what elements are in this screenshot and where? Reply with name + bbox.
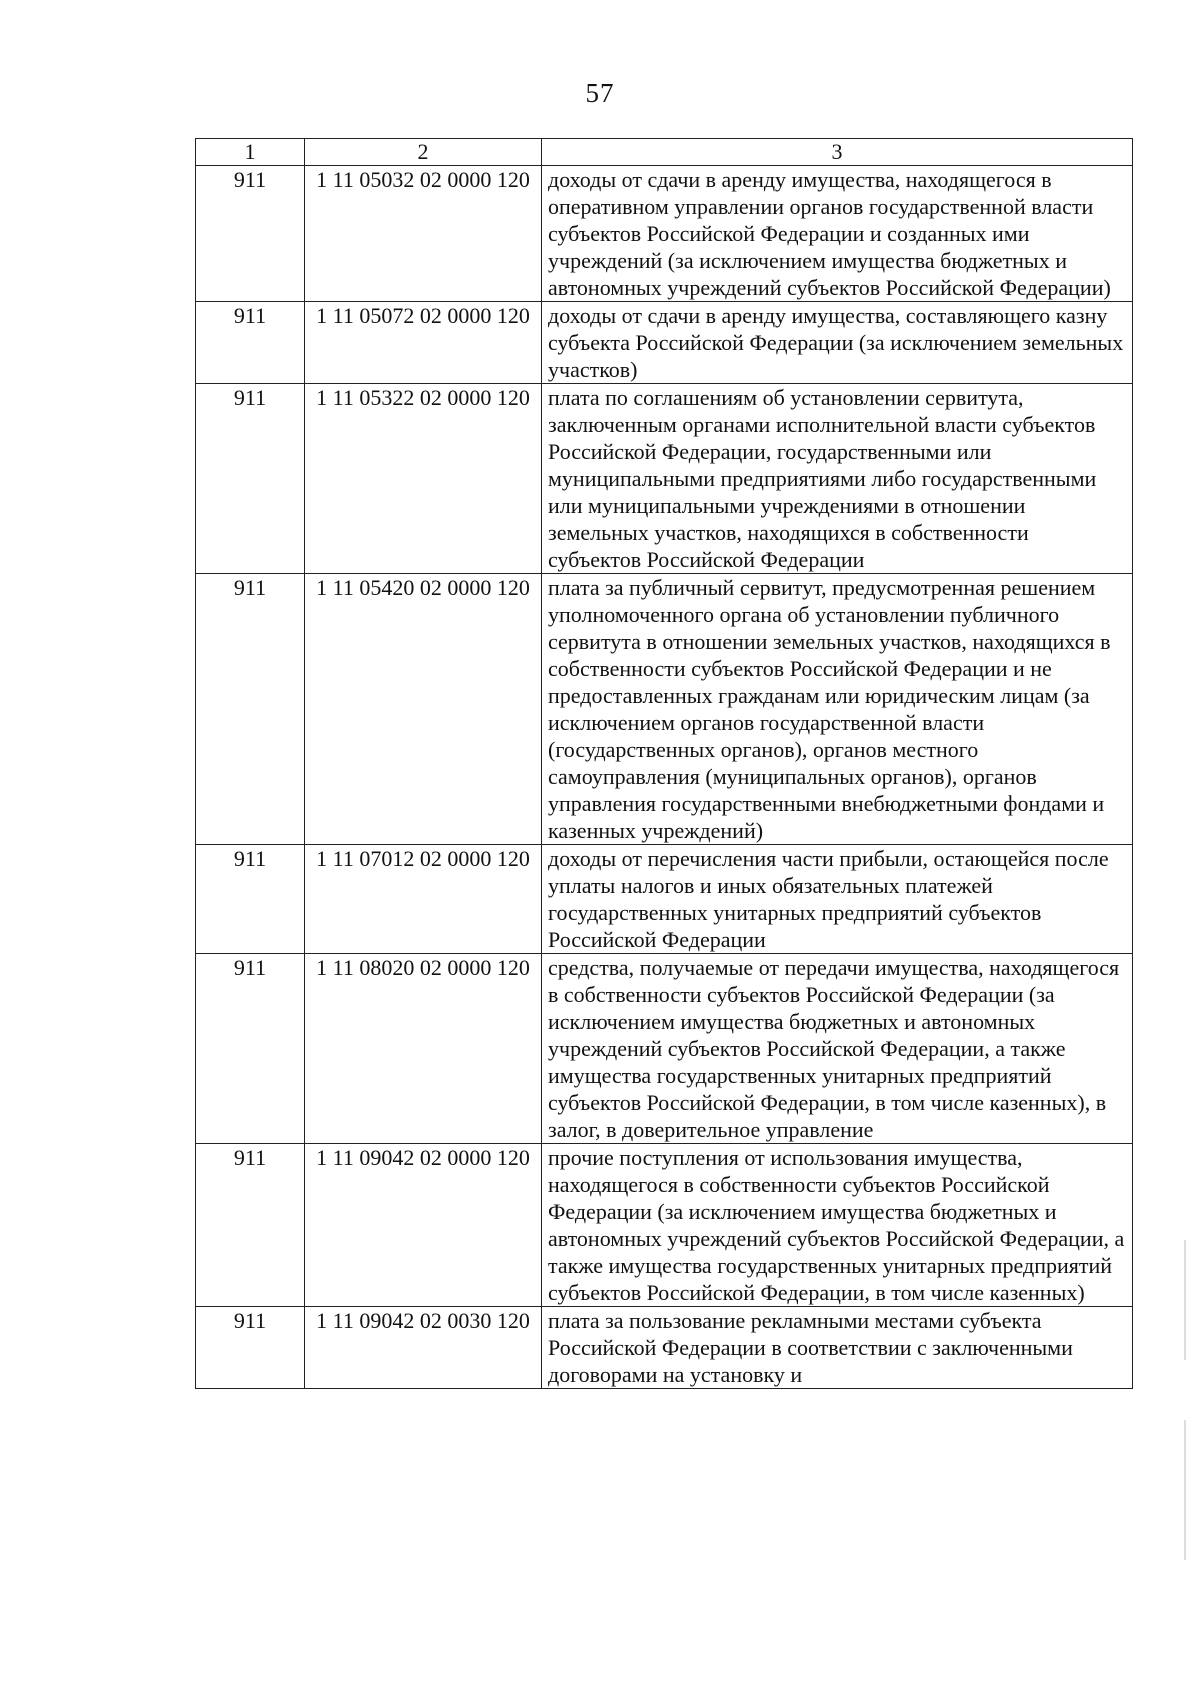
page-number: 57 [585, 78, 615, 108]
admin-code-cell: 911 [196, 574, 305, 845]
scan-artifact [1184, 1420, 1186, 1560]
table-row [196, 845, 1133, 954]
admin-code-cell: 911 [196, 302, 305, 384]
table-row [196, 574, 1133, 845]
revenue-name-cell: средства, получаемые от передачи имущества, находящегося в собственности субъектов Российской Федерации (за исключением имущества бюджетных и автономных учреждений субъектов Российской Федерации, а также имущества государственных унитарных предприятий субъектов Российской Федерации, в том числе казенных), в залог, в доверительное управление [542, 954, 1133, 1144]
header-col-3: 3 [542, 139, 1133, 166]
admin-code-cell: 911 [196, 166, 305, 302]
admin-code-cell: 911 [196, 954, 305, 1144]
budget-code-cell: 1 11 08020 02 0000 120 [305, 954, 542, 1144]
revenue-name-cell: доходы от сдачи в аренду имущества, составляющего казну субъекта Российской Федерации (за исключением земельных участков) [542, 302, 1133, 384]
header-col-2: 2 [305, 139, 542, 166]
budget-code-cell: 1 11 09042 02 0030 120 [305, 1307, 542, 1389]
table-row [196, 384, 1133, 574]
admin-code-cell: 911 [196, 384, 305, 574]
budget-code-cell: 1 11 09042 02 0000 120 [305, 1144, 542, 1307]
admin-code-cell: 911 [196, 845, 305, 954]
admin-code-cell: 911 [196, 1307, 305, 1389]
revenue-name-cell: доходы от перечисления части прибыли, остающейся после уплаты налогов и иных обязательных платежей государственных унитарных предприятий субъектов Российской Федерации [542, 845, 1133, 954]
table-row [196, 1307, 1133, 1389]
table-row [196, 954, 1133, 1144]
table-row [196, 302, 1133, 384]
budget-code-cell: 1 11 07012 02 0000 120 [305, 845, 542, 954]
table-header-row [196, 139, 1133, 166]
budget-revenue-table [195, 138, 1133, 1389]
budget-code-cell: 1 11 05032 02 0000 120 [305, 166, 542, 302]
revenue-name-cell: доходы от сдачи в аренду имущества, находящегося в оперативном управлении органов государственной власти субъектов Российской Федерации и созданных ими учреждений (за исключением имущества бюджетных и автономных учреждений субъектов Российской Федерации) [542, 166, 1133, 302]
budget-code-cell: 1 11 05420 02 0000 120 [305, 574, 542, 845]
budget-code-cell: 1 11 05072 02 0000 120 [305, 302, 542, 384]
revenue-name-cell: плата по соглашениям об установлении сервитута, заключенным органами исполнительной власти субъектов Российской Федерации, государственными или муниципальными предприятиями либо государственными или муниципальными учреждениями в отношении земельных участков, находящихся в собственности субъектов Российской Федерации [542, 384, 1133, 574]
scan-artifact [1184, 1240, 1186, 1360]
table-body [196, 139, 1133, 1389]
budget-code-cell: 1 11 05322 02 0000 120 [305, 384, 542, 574]
revenue-name-cell: плата за публичный сервитут, предусмотренная решением уполномоченного органа об установлении публичного сервитута в отношении земельных участков, находящихся в собственности субъектов Российской Федерации и не предоставленных гражданам или юридическим лицам (за исключением органов государственной власти (государственных органов), органов местного самоуправления (муниципальных органов), органов управления государственными внебюджетными фондами и казенных учреждений) [542, 574, 1133, 845]
revenue-name-cell: прочие поступления от использования имущества, находящегося в собственности субъектов Российской Федерации (за исключением имущества бюджетных и автономных учреждений субъектов Российской Федерации, а также имущества государственных унитарных предприятий субъектов Российской Федерации, в том числе казенных) [542, 1144, 1133, 1307]
header-col-1: 1 [196, 139, 305, 166]
revenue-name-cell: плата за пользование рекламными местами субъекта Российской Федерации в соответствии с заключенными договорами на установку и [542, 1307, 1133, 1389]
admin-code-cell: 911 [196, 1144, 305, 1307]
table-row [196, 166, 1133, 302]
table-row [196, 1144, 1133, 1307]
